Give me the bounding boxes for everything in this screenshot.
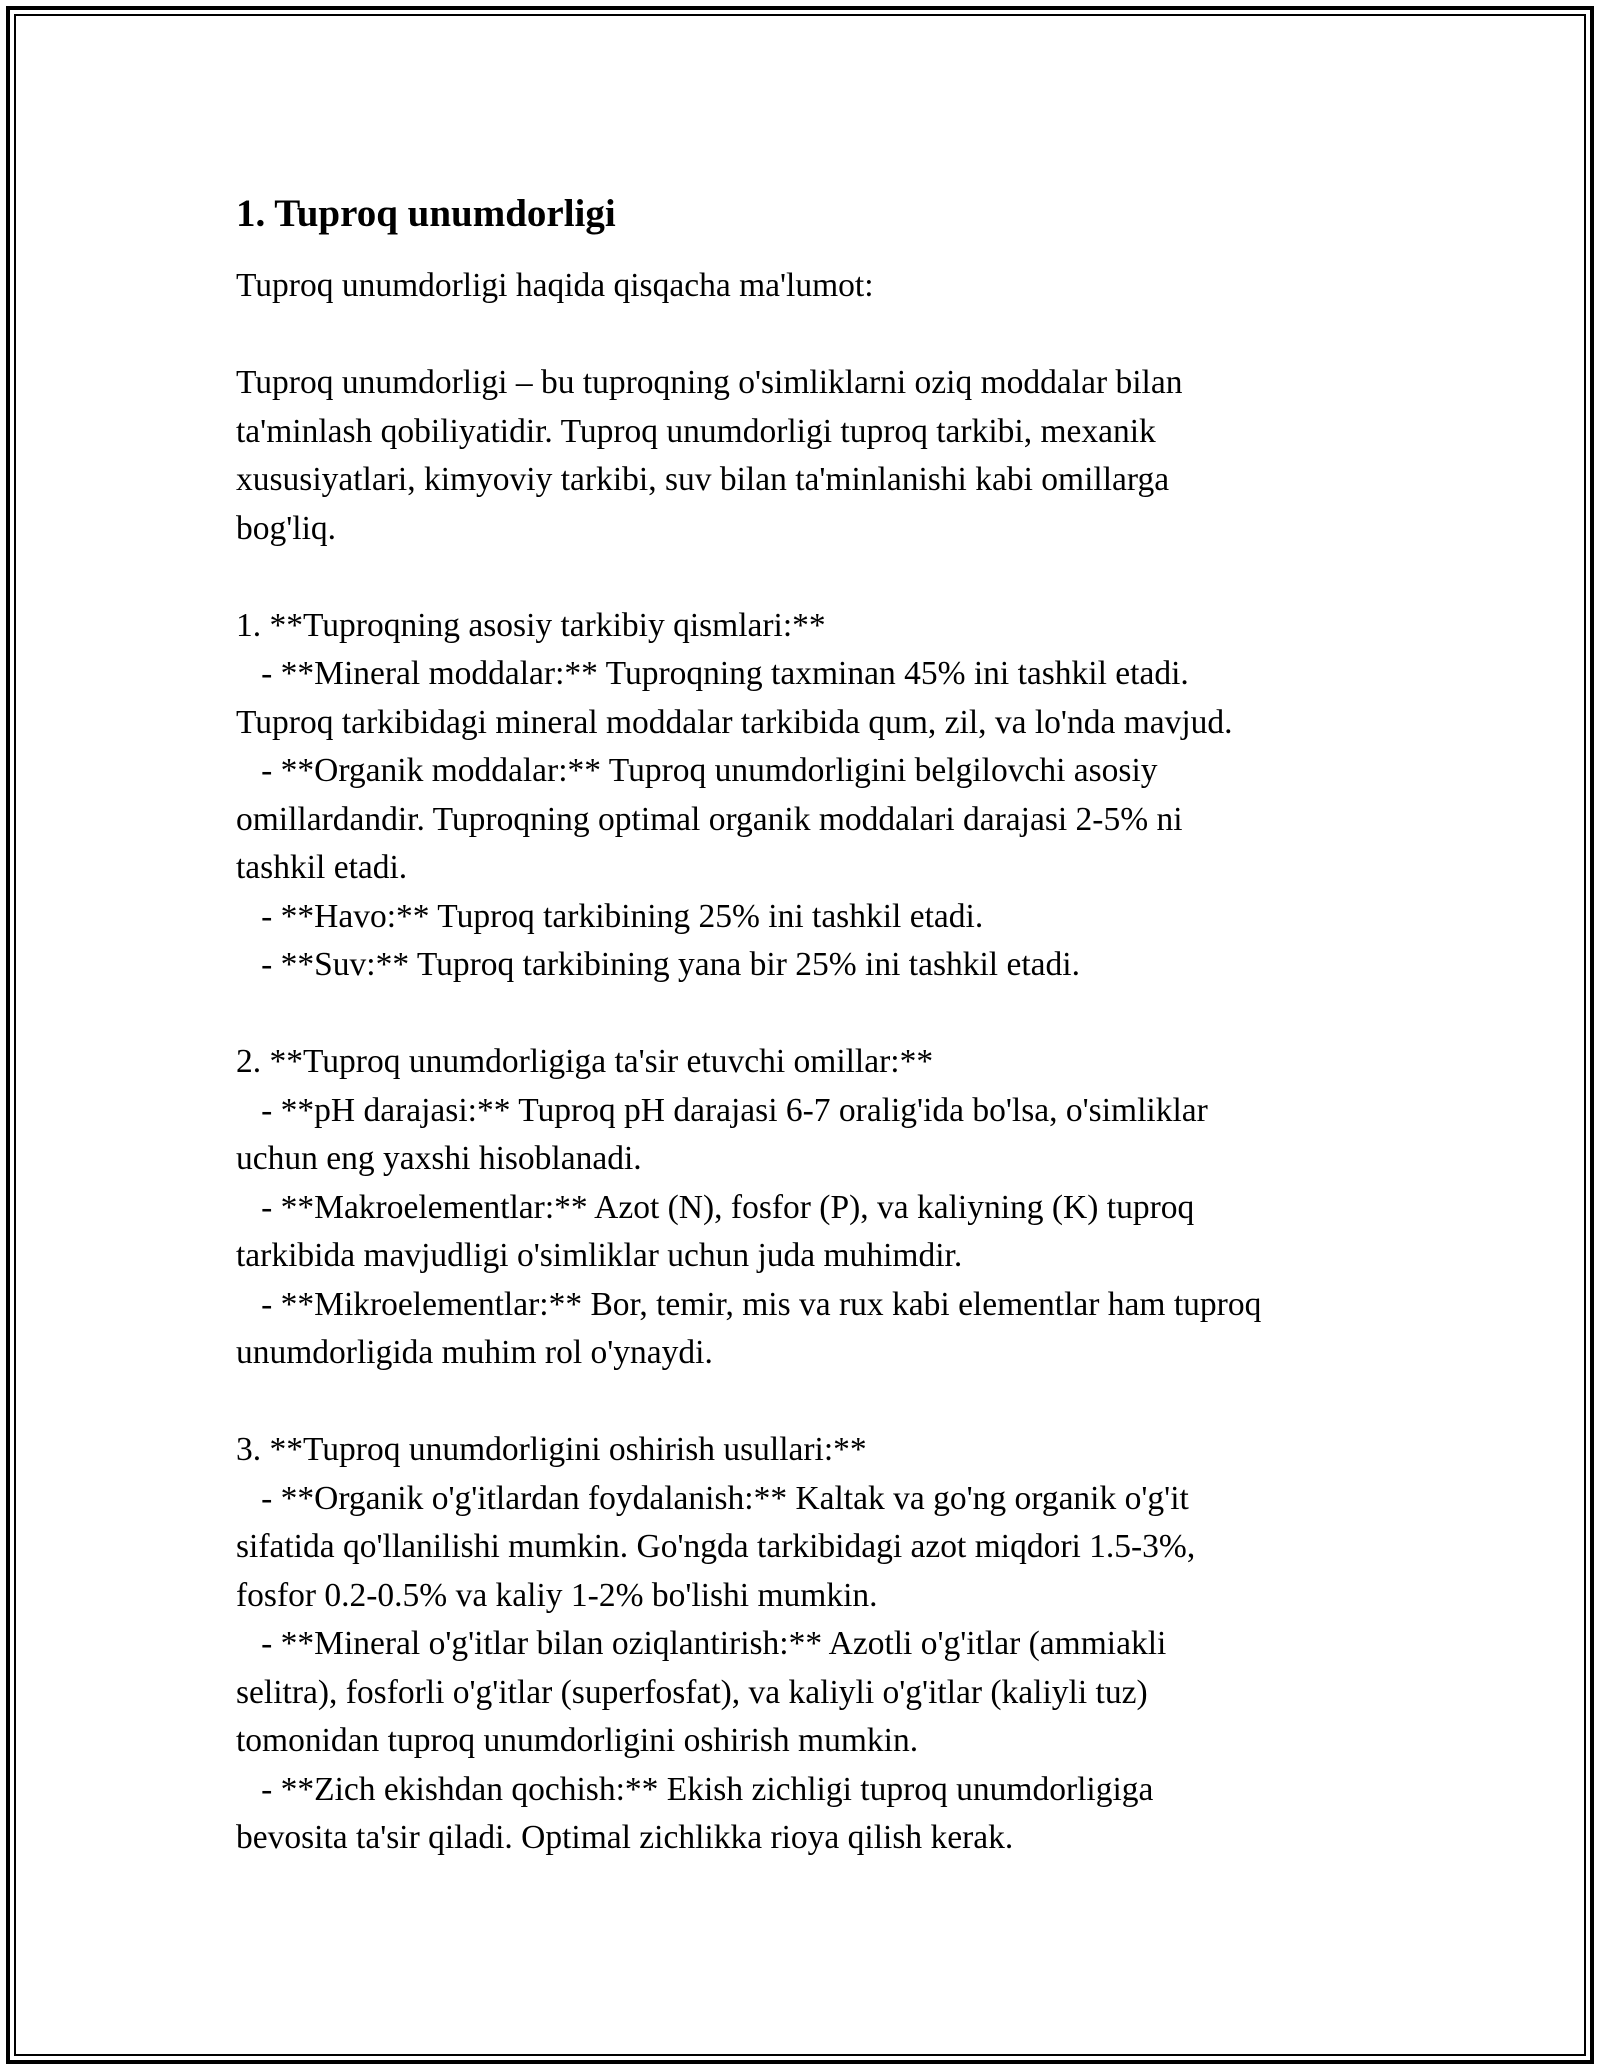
text-line: uchun eng yaxshi hisoblanadi. bbox=[236, 1140, 642, 1177]
text-line: - **Organik o'g'itlardan foydalanish:** Kaltak va go'ng organik o'g'it bbox=[236, 1479, 1189, 1517]
text-line: - **Makroelementlar:** Azot (N), fosfor (P), va kaliyning (K) tuproq bbox=[236, 1188, 1195, 1226]
text-line: - **pH darajasi:** Tuproq pH darajasi 6-7 oralig'ida bo'lsa, o'simliklar bbox=[236, 1091, 1208, 1129]
text-line: - **Zich ekishdan qochish:** Ekish zichligi tuproq unumdorligiga bbox=[236, 1770, 1154, 1808]
blank-line bbox=[236, 553, 1416, 602]
text-line: Tuproq tarkibidagi mineral moddalar tarkibida qum, zil, va lo'nda mavjud. bbox=[236, 703, 1233, 741]
section-composition bbox=[236, 602, 1416, 990]
text-line: bevosita ta'sir qiladi. Optimal zichlikka rioya qilish kerak. bbox=[236, 1819, 1014, 1856]
text-line: - **Suv:** Tuproq tarkibining yana bir 25% ini tashkil etadi. bbox=[236, 946, 1080, 983]
section-methods bbox=[236, 1426, 1416, 1863]
definition-paragraph bbox=[236, 359, 1416, 553]
blank-line bbox=[236, 990, 1416, 1039]
text-line: omillardandir. Tuproqning optimal organik moddalari darajasi 2-5% ni bbox=[236, 800, 1183, 838]
section-heading: 3. **Tuproq unumdorligini oshirish usullari:** bbox=[236, 1431, 867, 1468]
text-line: - **Havo:** Tuproq tarkibining 25% ini tashkil etadi. bbox=[236, 897, 984, 935]
blank-line bbox=[236, 1378, 1416, 1427]
section-heading: 1. **Tuproqning asosiy tarkibiy qismlari:** bbox=[236, 606, 826, 644]
text-line: bog'liq. bbox=[236, 509, 337, 547]
text-line: selitra), fosforli o'g'itlar (superfosfat), va kaliyli o'g'itlar (kaliyli tuz) bbox=[236, 1673, 1148, 1711]
section-factors bbox=[236, 1038, 1416, 1378]
section-heading: 2. **Tuproq unumdorligiga ta'sir etuvchi omillar:** bbox=[236, 1043, 934, 1080]
intro-line: Tuproq unumdorligi haqida qisqacha ma'lumot: bbox=[236, 267, 874, 304]
text-line: tashkil etadi. bbox=[236, 849, 408, 886]
document-title: 1. Tuproq unumdorligi bbox=[236, 192, 616, 235]
document-body bbox=[236, 186, 1416, 1863]
text-line: - **Mineral o'g'itlar bilan oziqlantirish:** Azotli o'g'itlar (ammiakli bbox=[236, 1625, 1167, 1662]
text-line: fosfor 0.2-0.5% va kaliy 1-2% bo'lishi mumkin. bbox=[236, 1576, 878, 1614]
text-line: Tuproq unumdorligi – bu tuproqning o'simliklarni oziq moddalar bilan bbox=[236, 364, 1183, 401]
blank-line bbox=[236, 311, 1416, 360]
text-line: ta'minlash qobiliyatidir. Tuproq unumdorligi tuproq tarkibi, mexanik bbox=[236, 412, 1156, 450]
text-line: - **Organik moddalar:** Tuproq unumdorligini belgilovchi asosiy bbox=[236, 752, 1158, 789]
text-line: sifatida qo'llanilishi mumkin. Go'ngda tarkibidagi azot miqdori 1.5-3%, bbox=[236, 1528, 1196, 1565]
text-line: xususiyatlari, kimyoviy tarkibi, suv bilan ta'minlanishi kabi omillarga bbox=[236, 461, 1170, 498]
text-line: tarkibida mavjudligi o'simliklar uchun juda muhimdir. bbox=[236, 1237, 963, 1274]
text-line: - **Mikroelementlar:** Bor, temir, mis va rux kabi elementlar ham tuproq bbox=[236, 1285, 1262, 1323]
text-line: unumdorligida muhim rol o'ynaydi. bbox=[236, 1334, 713, 1371]
text-line: tomonidan tuproq unumdorligini oshirish mumkin. bbox=[236, 1722, 919, 1759]
text-line: - **Mineral moddalar:** Tuproqning taxminan 45% ini tashkil etadi. bbox=[236, 655, 1189, 692]
